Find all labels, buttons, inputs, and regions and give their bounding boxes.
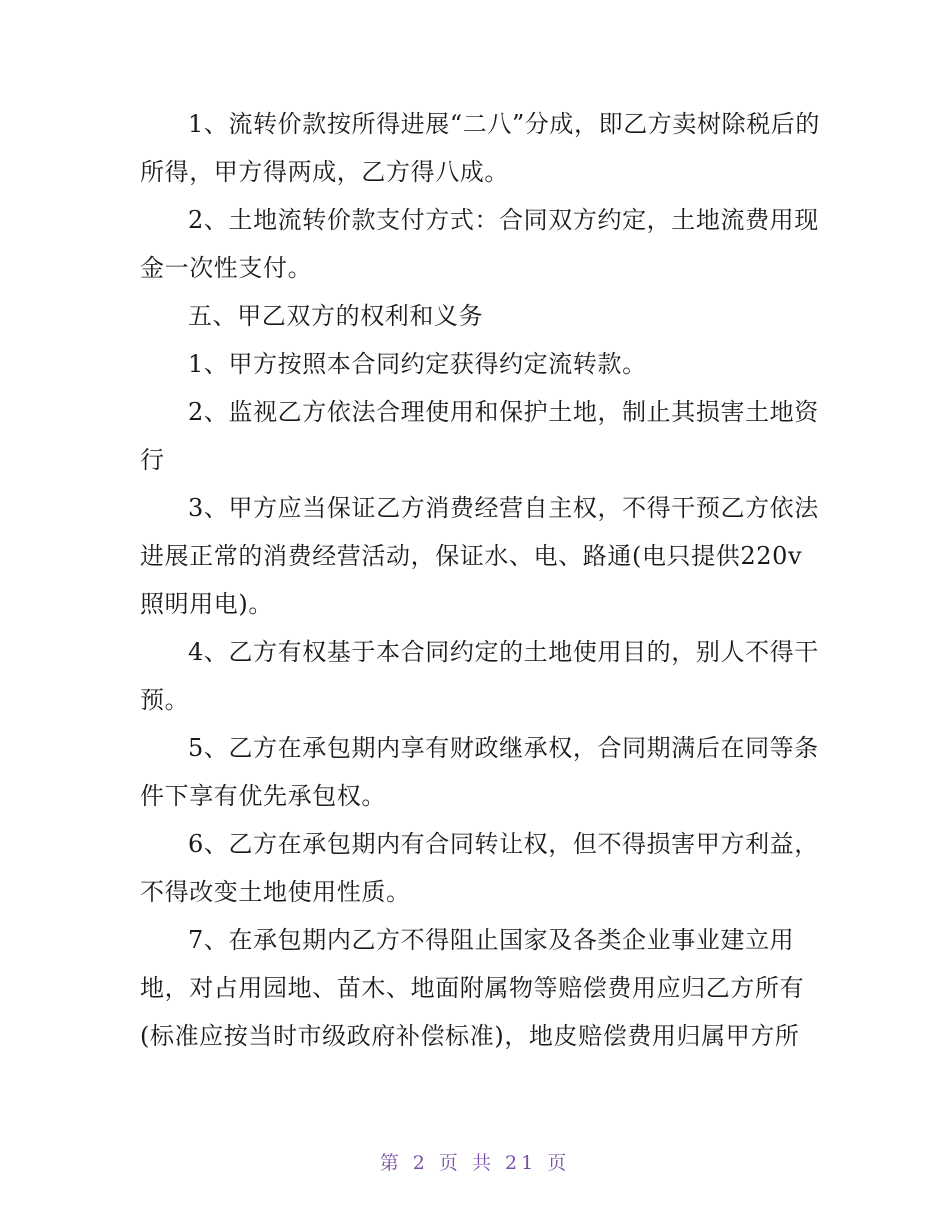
section-heading: 五、甲乙双方的权利和义务 xyxy=(188,302,484,330)
paragraph-9: 7、在承包期内乙方不得阻止国家及各类企业事业建立用地，对占用园地、苗木、地面附属物等赔偿费用应归乙方所有(标准应按当时市级政府补偿标准)，地皮赔偿费用归属甲方所 xyxy=(140,926,805,1050)
paragraph-7: 5、乙方在承包期内享有财政继承权，合同期满后在同等条件下享有优先承包权。 xyxy=(140,734,819,810)
paragraph-5: 3、甲方应当保证乙方消费经营自主权，不得干预乙方依法进展正常的消费经营活动，保证水、电、路通(电只提供220v照明用电)。 xyxy=(140,494,819,618)
paragraph-2: 2、土地流转价款支付方式：合同双方约定，土地流费用现金一次性支付。 xyxy=(140,206,819,282)
paragraph-3: 1、甲方按照本合同约定获得约定流转款。 xyxy=(188,350,647,378)
document-body xyxy=(140,100,820,1060)
paragraph-1: 1、流转价款按所得进展“二八”分成，即乙方卖树除税后的所得，甲方得两成，乙方得八成。 xyxy=(140,110,821,186)
paragraph-6: 4、乙方有权基于本合同约定的土地使用目的，别人不得干预。 xyxy=(140,638,819,714)
page-number-footer: 第 2 页 共 21 页 xyxy=(379,1152,571,1174)
paragraph-4: 2、监视乙方依法合理使用和保护土地，制止其损害土地资行 xyxy=(140,398,819,474)
paragraph-8: 6、乙方在承包期内有合同转让权，但不得损害甲方利益，不得改变土地使用性质。 xyxy=(140,830,819,906)
